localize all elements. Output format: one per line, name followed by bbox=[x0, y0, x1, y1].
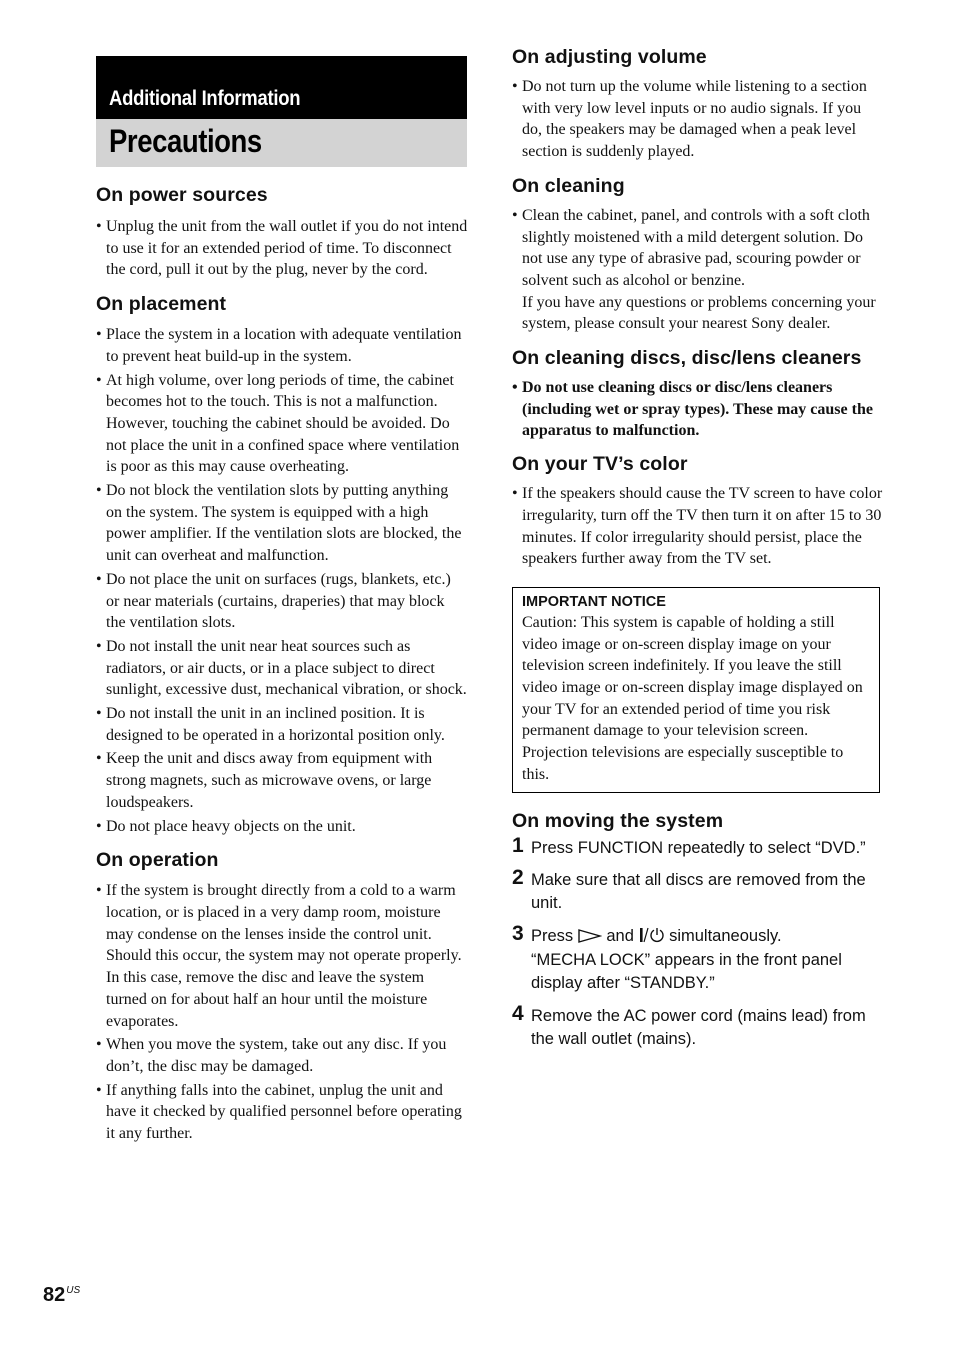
step-text-and: and bbox=[606, 926, 634, 945]
important-notice-box bbox=[512, 587, 880, 793]
page-number-suffix: US bbox=[66, 1285, 81, 1297]
heading-cleaning: On cleaning bbox=[512, 174, 625, 197]
step-text: Make sure that all discs are removed from the unit. bbox=[531, 871, 866, 912]
list-cleaning bbox=[512, 205, 884, 335]
notice-body: Caution: This system is capable of holding a still video image or on-screen display image on your television screen indefinitely. If you leave the still video image or on-screen display image displayed on your TV for an extended period of time you risk permanent damage to your television screen. Projection televisions are especially susceptible to this. bbox=[522, 613, 863, 783]
list-item: • If the system is brought directly from a cold to a warm location, or is placed in a very damp room, moisture may condense on the lenses inside the control unit. Should this occur, the system may not operate properly. In this case, remove the disc and leave the system turned on for about half an hour until the moisture evaporates. bbox=[96, 880, 468, 1032]
list-item: • Do not use cleaning discs or disc/lens cleaners (including wet or spray types). These may cause the apparatus to malfunction. bbox=[512, 377, 884, 442]
page-number-value: 82 bbox=[43, 1284, 66, 1306]
step-number: 3 bbox=[512, 921, 524, 945]
list-item: • Keep the unit and discs away from equipment with strong magnets, such as microwave ovens, or large loudspeakers. bbox=[96, 748, 468, 813]
left-column bbox=[96, 182, 468, 1145]
step-text-press: Press bbox=[531, 926, 574, 945]
list-tv-color bbox=[512, 483, 884, 570]
list-volume bbox=[512, 76, 884, 163]
list-operation bbox=[96, 880, 468, 1144]
list-item: • If anything falls into the cabinet, unplug the unit and have it checked by qualified personnel before operating it any further. bbox=[96, 1080, 468, 1145]
heading-volume: On adjusting volume bbox=[512, 46, 707, 68]
list-item: • Do not place the unit on surfaces (rugs, blankets, etc.) or near materials (curtains, draperies) that may block the ventilation slots. bbox=[96, 569, 468, 634]
list-cleaning-discs bbox=[512, 377, 884, 442]
list-item: • When you move the system, take out any disc. If you don’t, the disc may be damaged. bbox=[96, 1034, 468, 1077]
list-item: • Do not place heavy objects on the unit. bbox=[96, 816, 468, 838]
list-item: • Do not install the unit in an inclined position. It is designed to be operated in a horizontal position only. bbox=[96, 703, 468, 746]
step-item bbox=[512, 833, 884, 860]
list-power-sources bbox=[96, 216, 468, 281]
step-text-after: simultaneously. bbox=[669, 926, 782, 945]
step-number: 1 bbox=[512, 833, 524, 857]
step-item bbox=[512, 921, 884, 995]
list-item: • Do not block the ventilation slots by putting anything on the system. The system is equipped with a high power amplifier. If the ventilation slots are blocked, the unit can overheat and malfunction. bbox=[96, 480, 468, 567]
heading-power-sources: On power sources bbox=[96, 184, 268, 206]
heading-tv-color: On your TV’s color bbox=[512, 453, 688, 476]
power-icon bbox=[639, 927, 665, 950]
notice-heading: IMPORTANT NOTICE bbox=[522, 593, 666, 610]
list-item: • Place the system in a location with adequate ventilation to prevent heat build-up in the system. bbox=[96, 324, 468, 367]
step-number: 4 bbox=[512, 1001, 524, 1025]
step-subtext: “MECHA LOCK” appears in the front panel display after “STANDBY.” bbox=[531, 951, 842, 993]
list-item-text: Clean the cabinet, panel, and controls with a soft cloth slightly moistened with a mild detergent solution. Do not use any type of abrasive pad, scouring powder or solvent such as alcohol or benzine. bbox=[522, 206, 870, 289]
heading-moving: On moving the system bbox=[512, 809, 724, 832]
section-title: Additional Information bbox=[109, 87, 301, 110]
step-text: Press FUNCTION repeatedly to select “DVD.” bbox=[531, 838, 866, 857]
list-item: • At high volume, over long periods of time, the cabinet becomes hot to the touch. This is not a malfunction. However, touching the cabinet should be avoided. Do not place the unit in a confined space where ventilation is poor as this may cause overheating. bbox=[96, 370, 468, 479]
step-item bbox=[512, 1001, 884, 1050]
list-item-continuation: If you have any questions or problems concerning your system, please consult your nearest Sony dealer. bbox=[522, 293, 876, 333]
list-item bbox=[512, 205, 884, 335]
steps-moving bbox=[512, 833, 884, 1051]
heading-cleaning-discs: On cleaning discs, disc/lens cleaners bbox=[512, 347, 862, 370]
step-text: Remove the AC power cord (mains lead) from the wall outlet (mains). bbox=[531, 1006, 866, 1048]
heading-operation: On operation bbox=[96, 849, 219, 872]
list-item: • Unplug the unit from the wall outlet if you do not intend to use it for an extended period of time. To disconnect the cord, pull it out by the plug, never by the cord. bbox=[96, 216, 468, 281]
play-icon bbox=[578, 927, 602, 950]
page-number bbox=[43, 1284, 80, 1307]
step-item bbox=[512, 866, 884, 914]
right-column bbox=[512, 44, 884, 1050]
list-item: • Do not install the unit near heat sources such as radiators, or air ducts, or in a place subject to direct sunlight, excessive dust, mechanical vibration, or shock. bbox=[96, 636, 468, 701]
page-title: Precautions bbox=[109, 123, 262, 159]
section-header-band bbox=[96, 56, 467, 119]
list-item: • Do not turn up the volume while listening to a section with very low level inputs or no audio signals. If you do, the speakers may be damaged when a peak level section is suddenly played. bbox=[512, 76, 884, 163]
step-number: 2 bbox=[512, 866, 524, 890]
page-title-band bbox=[96, 119, 467, 167]
list-item: • If the speakers should cause the TV screen to have color irregularity, turn off the TV then turn it on after 15 to 30 minutes. If color irregularity should persist, place the speakers further away from the TV set. bbox=[512, 483, 884, 570]
heading-placement: On placement bbox=[96, 293, 227, 316]
list-placement bbox=[96, 324, 468, 837]
